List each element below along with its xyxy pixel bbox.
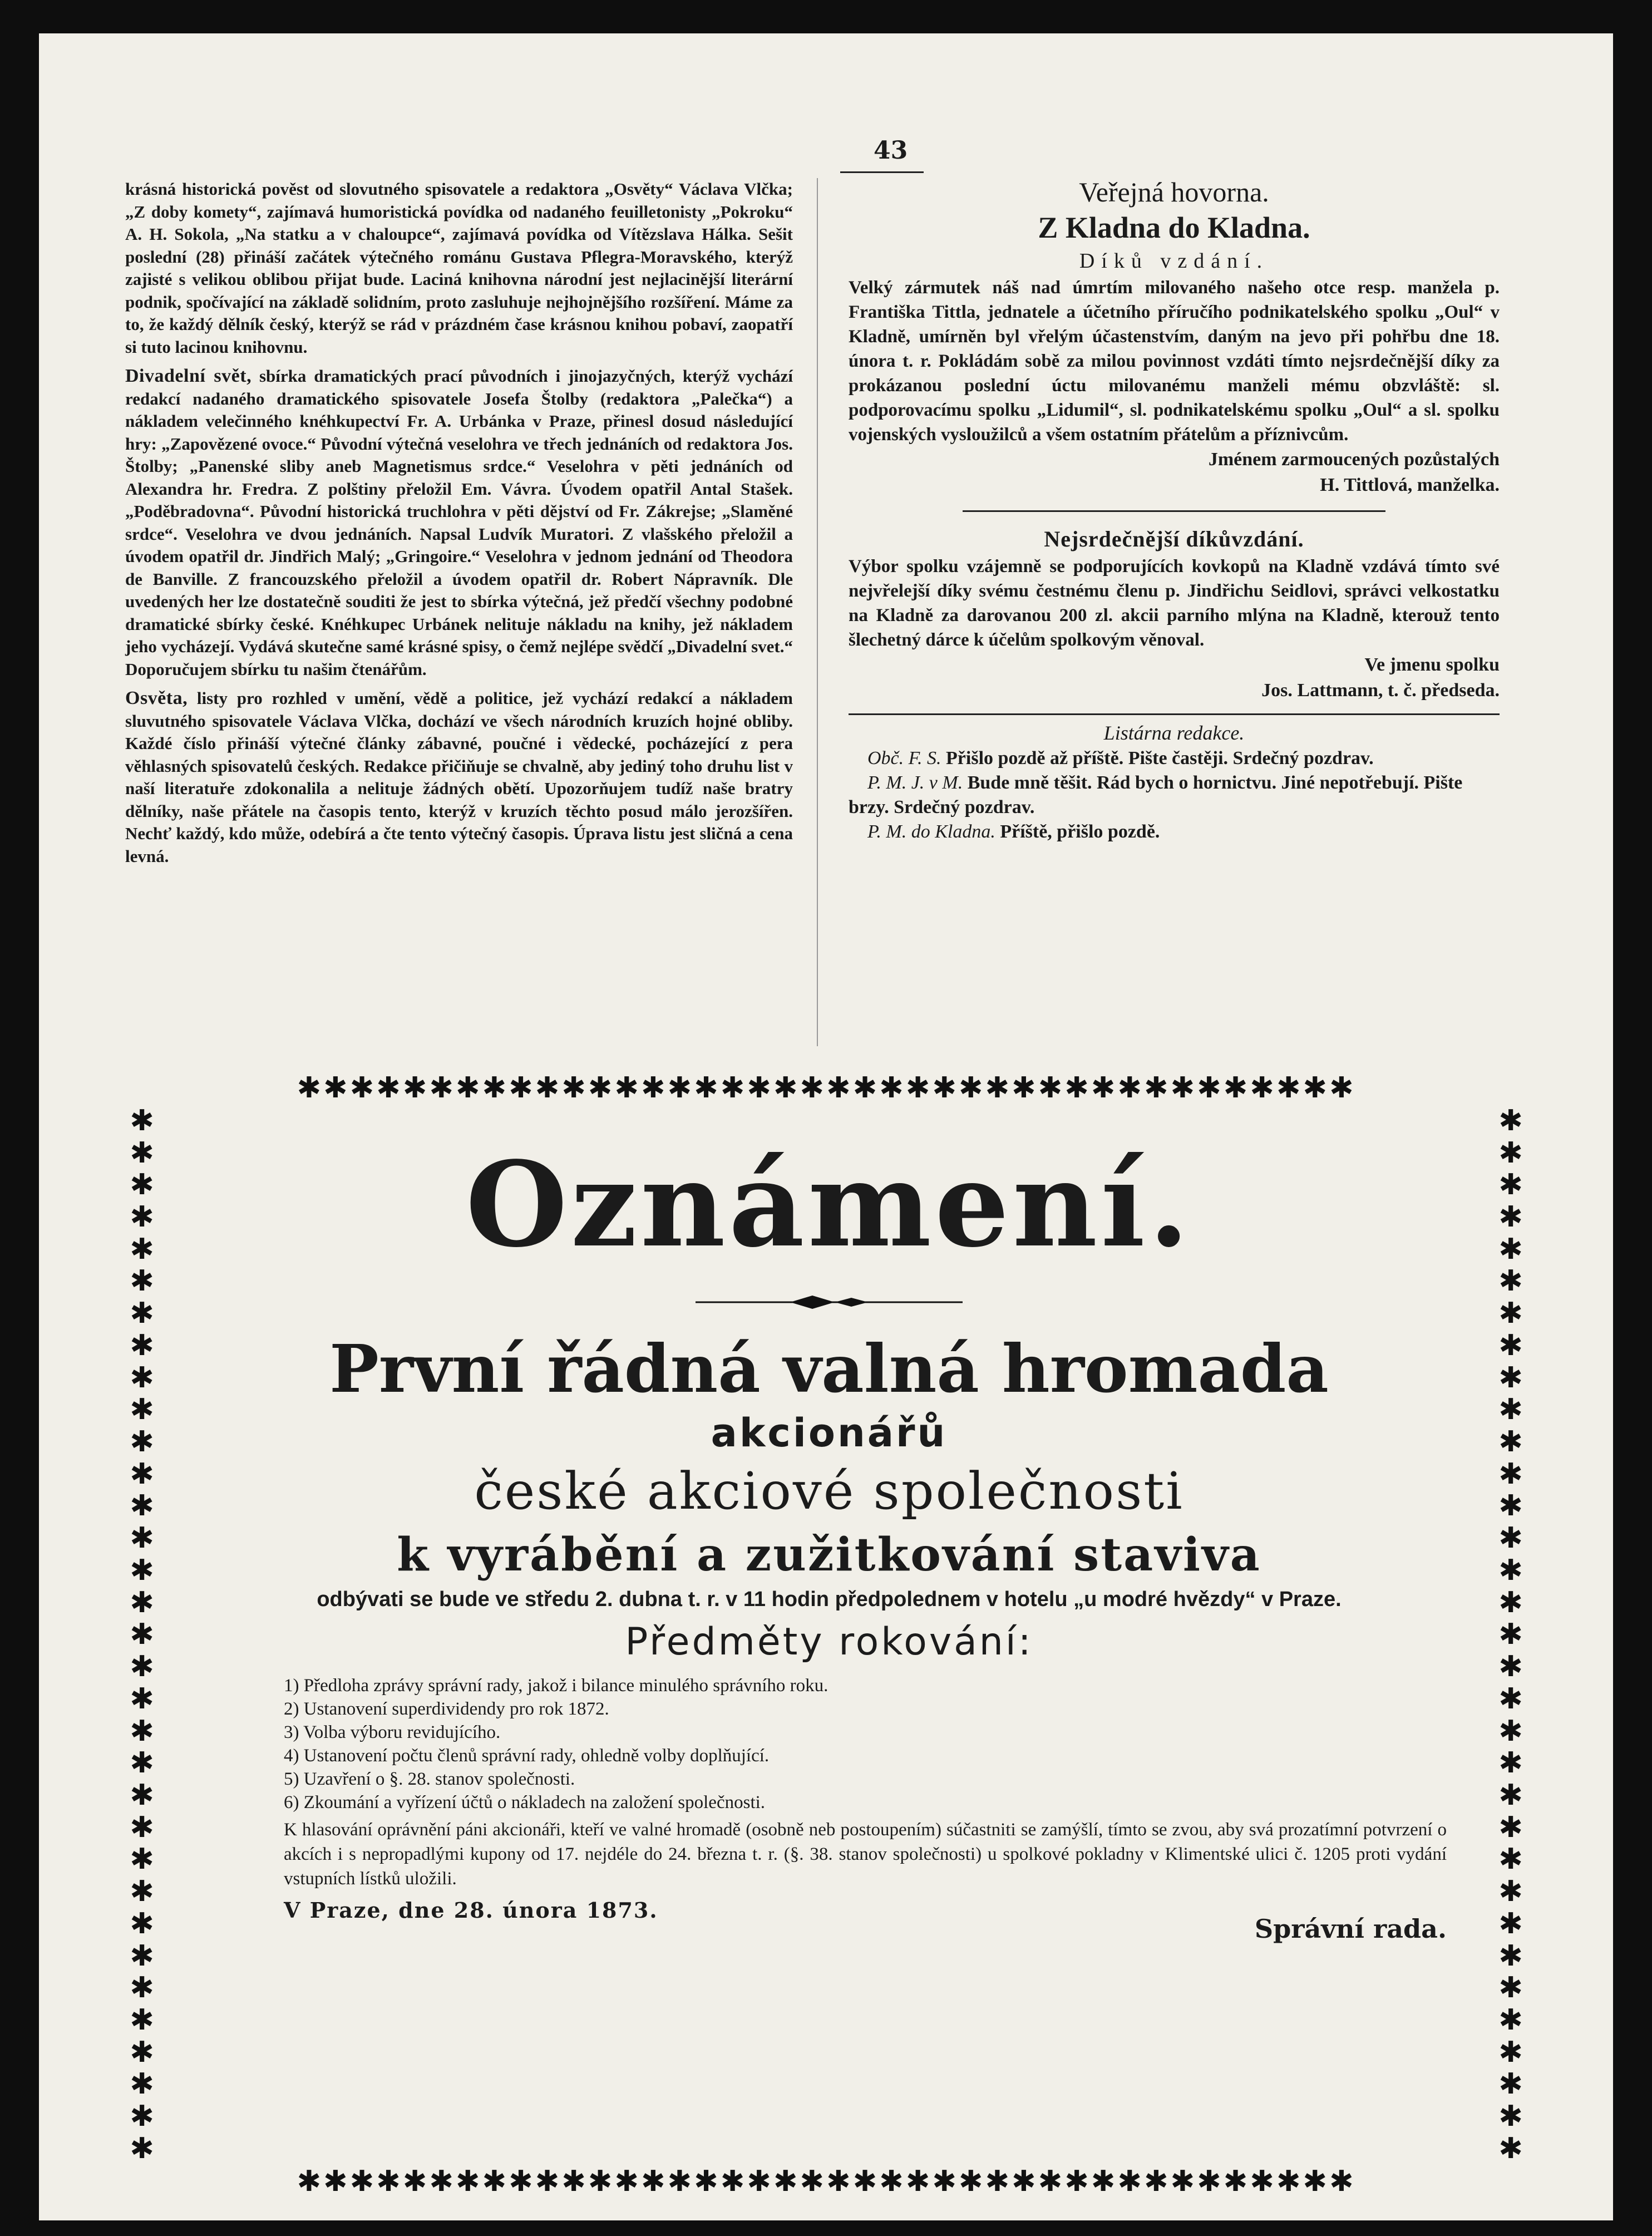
star-ornament-icon: ✱ bbox=[130, 1939, 154, 1973]
star-ornament-icon: ✱ bbox=[1498, 2003, 1523, 2037]
star-ornament-icon: ✱ bbox=[130, 1457, 154, 1491]
star-ornament-icon: ✱ bbox=[1498, 1907, 1523, 1941]
star-ornament-icon: ✱ bbox=[1197, 2165, 1224, 2198]
star-ornament-icon: ✱ bbox=[130, 1843, 154, 1877]
star-ornament-icon: ✱ bbox=[640, 1071, 668, 1105]
star-ornament-icon: ✱ bbox=[130, 1328, 154, 1362]
star-ornament-icon: ✱ bbox=[455, 2165, 482, 2198]
star-ornament-icon: ✱ bbox=[1143, 1071, 1171, 1105]
star-ornament-icon: ✱ bbox=[482, 2165, 509, 2198]
star-ornament-icon: ✱ bbox=[455, 1071, 482, 1105]
star-ornament-icon: ✱ bbox=[1012, 2165, 1038, 2198]
star-ornament-icon: ✱ bbox=[130, 1810, 154, 1844]
star-ornament-icon: ✱ bbox=[130, 2067, 154, 2101]
agenda-item: 5) Uzavření o §. 28. stanov společnosti. bbox=[284, 1769, 575, 1789]
listarna-section bbox=[849, 720, 1500, 844]
announcement-title: Oznámení. bbox=[465, 1136, 1193, 1273]
star-ornament-icon: ✱ bbox=[667, 2165, 694, 2198]
star-ornament-icon: ✱ bbox=[1498, 2035, 1523, 2069]
place-date: V Praze, dne 28. února 1873. bbox=[284, 1898, 658, 1923]
star-ornament-icon: ✱ bbox=[535, 2165, 562, 2198]
column-separator bbox=[817, 178, 818, 1046]
announcement-headline: První řádná valná hromada bbox=[329, 1330, 1329, 1407]
star-ornament-icon: ✱ bbox=[852, 2165, 880, 2198]
star-ornament-icon: ✱ bbox=[1498, 1939, 1523, 1973]
star-ornament-icon: ✱ bbox=[130, 1105, 154, 1137]
page-number: 43 bbox=[874, 136, 908, 165]
left-paragraph-3 bbox=[125, 687, 793, 868]
star-ornament-icon: ✱ bbox=[509, 2165, 535, 2198]
star-ornament-icon: ✱ bbox=[1250, 1071, 1276, 1105]
star-ornament-icon: ✱ bbox=[130, 2131, 154, 2165]
star-ornament-icon: ✱ bbox=[1498, 1971, 1523, 2005]
star-ornament-icon: ✱ bbox=[130, 1393, 154, 1427]
agenda-item: 1) Předloha zprávy správní rady, jakož i bilance minulého správního roku. bbox=[284, 1676, 829, 1696]
osveta-text: listy pro rozhled v umění, vědě a politice, jež vychází redakcí a nákladem sluvutného spisovatele Václava Vlčka, dochází ve všech národních kruzích hojné obliby. Každé číslo přináší výtečné články zábavné, poučné i vědecké, pocházející z pera věhlasných spisovatelů českých. Redakce přičiňuje se chvalně, aby jediný toho druhu list v naší literatuře zdokonalila a nelituje žádných obětí. Upozorňujem tudíž naše bratry dělníky, naše přátele na časopis tento, kterýž v kruzích těchto posud málo jerozšířen. Nechť každý, kdo může, odebírá a čte tento výtečný časopis. Úprava listu jest sličná a cena levná. bbox=[125, 688, 793, 866]
listarna-title: Listárna redakce. bbox=[1103, 722, 1245, 744]
star-ornament-icon: ✱ bbox=[349, 2165, 377, 2198]
star-border-right bbox=[1494, 1105, 1527, 2165]
star-ornament-icon: ✱ bbox=[879, 1071, 906, 1105]
ornament-divider bbox=[696, 1291, 963, 1313]
thanks-signature-1: Jménem zarmoucených pozůstalých bbox=[1208, 449, 1500, 470]
star-ornament-icon: ✱ bbox=[1498, 1361, 1523, 1395]
kladno-heading: Z Kladna do Kladna. bbox=[1038, 211, 1310, 244]
star-ornament-icon: ✱ bbox=[130, 1361, 154, 1395]
star-ornament-icon: ✱ bbox=[826, 2165, 853, 2198]
star-ornament-icon: ✱ bbox=[1498, 1200, 1523, 1234]
thanks2-signature-2: Jos. Lattmann, t. č. předseda. bbox=[1261, 680, 1500, 701]
star-ornament-icon: ✱ bbox=[130, 1778, 154, 1812]
nejsrdecnejsi-heading: Nejsrdečnější díkůvzdání. bbox=[1044, 526, 1304, 551]
verejna-hovorna-heading: Veřejná hovorna. bbox=[1079, 176, 1269, 208]
star-ornament-icon: ✱ bbox=[1498, 1489, 1523, 1523]
right-column bbox=[849, 170, 1500, 844]
star-ornament-icon: ✱ bbox=[130, 1168, 154, 1202]
star-ornament-icon: ✱ bbox=[1223, 2165, 1250, 2198]
left-paragraph-1: krásná historická pověst od slovutného spisovatele a redaktora „Osvěty“ Václava Vlčka; „Z doby komety“, zajímavá humoristická povídka od nadaného feuilletonisty „Pokroku“ A. H. Sokola, „Na statku a v chaloupce“, zajímavá povídka od Vítězslava Hálka. Sešit poslední (28) přináší začátek výtečného románu Gustava Pflegra-Moravského, kterýž zajisté s velikou oblibou přijat bude. Laciná knihovna národní jest nejlacinější literární podnik, spočívající na základě solidním, proto zasluhuje nejhojnějšího rozšíření. Máme za to, že každý dělník český, kterýž se rád v prázdném čase krásnou knihou pobaví, zaopatří si tuto lacinou knihovnu. bbox=[125, 179, 793, 357]
star-ornament-icon: ✱ bbox=[376, 1071, 403, 1105]
star-ornament-icon: ✱ bbox=[130, 1553, 154, 1587]
star-ornament-icon: ✱ bbox=[1498, 2067, 1523, 2101]
left-paragraph-2 bbox=[125, 365, 793, 681]
star-border-left bbox=[125, 1105, 159, 2165]
star-ornament-icon: ✱ bbox=[694, 1071, 721, 1105]
star-ornament-icon: ✱ bbox=[323, 1071, 350, 1105]
star-ornament-icon: ✱ bbox=[905, 2165, 933, 2198]
star-ornament-icon: ✱ bbox=[1498, 1328, 1523, 1362]
thanks-signature-2: H. Tittlová, manželka. bbox=[1320, 475, 1500, 495]
star-ornament-icon: ✱ bbox=[1038, 2165, 1065, 2198]
star-ornament-icon: ✱ bbox=[720, 1071, 747, 1105]
star-ornament-icon: ✱ bbox=[1064, 2165, 1091, 2198]
star-ornament-icon: ✱ bbox=[297, 2165, 324, 2198]
star-ornament-icon: ✱ bbox=[1117, 2165, 1144, 2198]
star-ornament-icon: ✱ bbox=[561, 1071, 588, 1105]
agenda-item: 6) Zkoumání a vyřízení účtů o nákladech na založení společnosti. bbox=[284, 1792, 766, 1813]
star-ornament-icon: ✱ bbox=[130, 1714, 154, 1748]
star-ornament-icon: ✱ bbox=[1498, 1393, 1523, 1427]
announcement bbox=[189, 1135, 1469, 1944]
star-ornament-icon: ✱ bbox=[130, 1136, 154, 1170]
star-ornament-icon: ✱ bbox=[1276, 1071, 1303, 1105]
star-ornament-icon: ✱ bbox=[1170, 2165, 1197, 2198]
board-signature: Správní rada. bbox=[1254, 1914, 1447, 1944]
star-ornament-icon: ✱ bbox=[932, 2165, 959, 2198]
star-ornament-icon: ✱ bbox=[1498, 1457, 1523, 1491]
star-ornament-icon: ✱ bbox=[667, 1071, 694, 1105]
star-ornament-icon: ✱ bbox=[535, 1071, 562, 1105]
listarna-item-name: Obč. F. S. bbox=[867, 748, 941, 769]
star-ornament-icon: ✱ bbox=[509, 1071, 535, 1105]
star-ornament-icon: ✱ bbox=[130, 2035, 154, 2069]
divadelni-svet-text: sbírka dramatických prací původních i jinojazyčných, kterýž vychází redakcí nadaného dramatického spisovatele Josefa Štolby (redaktora „Palečka“) a nákladem velečinného knéhkupectví Fr. A. Urbánka v Praze, přinesl dosud následující hry: „Zapovězené ovoce.“ Původní výtečná veselohra ve třech jednáních od redaktora Jos. Štolby; „Panenské sliby aneb Magnetismus srdce.“ Veselohra v pěti jednáních od Alexandra hr. Fredra. Z polštiny přeložil Em. Vávra. Úvodem opatřil Antal Stašek. „Poděbradovna“. Původní historická truchlohra v pěti dějství od Fr. Zákrejse; „Slaměné srdce“. Veselohra ve dvou jednáních. Napsal Ludvík Muratori. Z vlašského přeložil a úvodem opatřil dr. Jindřich Malý; „Gringoire.“ Veselohra v jednom jednání od Theodora de Banville. Z francouzského přeložil a úvodem opatřil dr. Robert Nápravník. Dle uvedených her lze dostatečně souditi že jest to sbírka výtečná, jež předčí všechny podobné dramatické sbírky české. Knéhkupec Urbánek nelituje nákladu na knihy, jež nákladem jeho vycházejí. Vydává skutečne samé krásné spisy, o čemž nejlépe svědčí „Divadelní svet.“ Doporučujem sbírku tu našim čtenářům. bbox=[125, 366, 793, 679]
star-ornament-icon: ✱ bbox=[985, 2165, 1012, 2198]
star-ornament-icon: ✱ bbox=[905, 1071, 933, 1105]
star-ornament-icon: ✱ bbox=[694, 2165, 721, 2198]
star-ornament-icon: ✱ bbox=[640, 2165, 668, 2198]
star-ornament-icon: ✱ bbox=[429, 1071, 456, 1105]
star-ornament-icon: ✱ bbox=[1303, 1071, 1329, 1105]
divadelni-svet-lead: Divadelní svět, bbox=[125, 366, 252, 386]
star-ornament-icon: ✱ bbox=[1117, 1071, 1144, 1105]
announcement-company: české akciové společnosti bbox=[474, 1461, 1184, 1521]
osveta-lead: Osvěta, bbox=[125, 688, 188, 708]
star-ornament-icon: ✱ bbox=[1498, 1521, 1523, 1555]
star-ornament-icon: ✱ bbox=[130, 1200, 154, 1234]
star-ornament-icon: ✱ bbox=[1303, 2165, 1329, 2198]
listarna-item: P. M. J. v M. Bude mně těšit. Rád bych o hornictvu. Jiné nepotřebují. Pište brzy. Srdečný pozdrav. bbox=[849, 772, 1463, 817]
star-ornament-icon: ✱ bbox=[879, 2165, 906, 2198]
star-ornament-icon: ✱ bbox=[1498, 1553, 1523, 1587]
star-ornament-icon: ✱ bbox=[800, 2165, 826, 2198]
star-ornament-icon: ✱ bbox=[1498, 1425, 1523, 1459]
star-ornament-icon: ✱ bbox=[376, 2165, 403, 2198]
star-ornament-icon: ✱ bbox=[1498, 2100, 1523, 2134]
listarna-item-name: P. M. J. v M. bbox=[867, 772, 963, 793]
star-ornament-icon: ✱ bbox=[1498, 1682, 1523, 1716]
star-ornament-icon: ✱ bbox=[130, 1907, 154, 1941]
star-ornament-icon: ✱ bbox=[614, 1071, 641, 1105]
star-ornament-icon: ✱ bbox=[1143, 2165, 1171, 2198]
star-ornament-icon: ✱ bbox=[1329, 2165, 1356, 2198]
listarna-item: P. M. do Kladna. Příště, přišlo pozdě. bbox=[867, 821, 1160, 842]
star-ornament-icon: ✱ bbox=[130, 1585, 154, 1619]
star-ornament-icon: ✱ bbox=[1329, 1071, 1356, 1105]
star-ornament-icon: ✱ bbox=[1498, 1168, 1523, 1202]
star-ornament-icon: ✱ bbox=[130, 1746, 154, 1780]
star-ornament-icon: ✱ bbox=[130, 1425, 154, 1459]
star-ornament-icon: ✱ bbox=[1498, 1136, 1523, 1170]
star-ornament-icon: ✱ bbox=[852, 1071, 880, 1105]
announcement-company-purpose: k vyrábění a zužitkování staviva bbox=[397, 1528, 1261, 1582]
star-ornament-icon: ✱ bbox=[958, 2165, 985, 2198]
star-ornament-icon: ✱ bbox=[561, 2165, 588, 2198]
star-ornament-icon: ✱ bbox=[323, 2165, 350, 2198]
agenda-title: Předměty rokování: bbox=[625, 1620, 1033, 1664]
star-border-top bbox=[125, 1071, 1527, 1105]
voting-paragraph: K hlasování oprávnění páni akcionáři, kteří ve valné hromadě (osobně neb postoupením) súčastniti se zamýšlí, tímto se zvou, aby svá prozatímní potvrzení o akcích i s nepropadlými kupony od 17. nejdéle do 24. března t. r. (§. 38. stanov společnosti) u spolkové pokladny v Klimentské ulici č. 1205 proti vydání vstupních lístků uložili. bbox=[284, 1820, 1447, 1889]
left-column bbox=[125, 178, 793, 874]
star-ornament-icon: ✱ bbox=[1223, 1071, 1250, 1105]
star-ornament-icon: ✱ bbox=[1498, 1585, 1523, 1619]
star-border-bottom bbox=[125, 2165, 1527, 2198]
star-ornament-icon: ✱ bbox=[402, 2165, 430, 2198]
star-ornament-icon: ✱ bbox=[1197, 1071, 1224, 1105]
agenda-list bbox=[284, 1674, 1469, 1814]
star-ornament-icon: ✱ bbox=[130, 1650, 154, 1684]
listarna-rule bbox=[849, 713, 1500, 715]
star-ornament-icon: ✱ bbox=[826, 1071, 853, 1105]
agenda-item: 3) Volba výboru revidujícího. bbox=[284, 1722, 501, 1742]
star-ornament-icon: ✱ bbox=[482, 1071, 509, 1105]
star-ornament-icon: ✱ bbox=[1170, 1071, 1197, 1105]
announcement-akcionaru: akcionářů bbox=[711, 1410, 948, 1456]
star-ornament-icon: ✱ bbox=[588, 1071, 615, 1105]
thanks2-text: Výbor spolku vzájemně se podporujících kovkopů na Kladně vzdává tímto své nejvřelejší díky svému čestnému členu p. Jindřichu Seidlovi, správci velkostatku na Kladně za darovanou 200 zl. akcii parního mlýna na Kladně, kterouž tento šlechetný dárce k účelům spolkovým věnoval. bbox=[849, 556, 1500, 650]
star-ornament-icon: ✱ bbox=[130, 1971, 154, 2005]
star-ornament-icon: ✱ bbox=[1498, 1650, 1523, 1684]
star-ornament-icon: ✱ bbox=[1498, 1843, 1523, 1877]
star-ornament-icon: ✱ bbox=[1038, 1071, 1065, 1105]
star-ornament-icon: ✱ bbox=[1091, 2165, 1118, 2198]
star-ornament-icon: ✱ bbox=[720, 2165, 747, 2198]
agenda-item: 2) Ustanovení superdividendy pro rok 1872. bbox=[284, 1699, 609, 1719]
star-ornament-icon: ✱ bbox=[130, 1489, 154, 1523]
star-ornament-icon: ✱ bbox=[1498, 1297, 1523, 1331]
star-ornament-icon: ✱ bbox=[349, 1071, 377, 1105]
star-ornament-icon: ✱ bbox=[1498, 1875, 1523, 1909]
section-rule bbox=[963, 510, 1385, 512]
listarna-item: Obč. F. S. Přišlo pozdě až příště. Pište častěji. Srdečný pozdrav. bbox=[867, 748, 1374, 769]
star-ornament-icon: ✱ bbox=[130, 1618, 154, 1652]
star-ornament-icon: ✱ bbox=[773, 2165, 800, 2198]
star-ornament-icon: ✱ bbox=[1064, 1071, 1091, 1105]
star-ornament-icon: ✱ bbox=[1498, 1778, 1523, 1812]
star-ornament-icon: ✱ bbox=[429, 2165, 456, 2198]
star-ornament-icon: ✱ bbox=[402, 1071, 430, 1105]
thanks-text: Velký zármutek náš nad úmrtím milovaného našeho otce resp. manžela p. Františka Tittla, jednatele a účetního příručího podnikatelského spolku „Oul“ v Kladně, umírněn byl vřelým účastenstvím, daným na jevo při pohřbu dne 18. února t. r. Pokládám sobě za milou povinnost vzdáti tímto nejsrdečnější díky za prokázanou poslední úctu milovanému manželi mému obzvláště: sl. podporovacímu spolku „Lidumil“, sl. podnikatelskému spolku „Oul“ a sl. spolku vojenských vysloužilců a všem ostatním přátelům a příznivcům. bbox=[849, 278, 1500, 445]
star-ornament-icon: ✱ bbox=[800, 1071, 826, 1105]
star-ornament-icon: ✱ bbox=[773, 1071, 800, 1105]
thanks2-signature-1: Ve jmenu spolku bbox=[1364, 654, 1500, 675]
star-ornament-icon: ✱ bbox=[614, 2165, 641, 2198]
star-ornament-icon: ✱ bbox=[1091, 1071, 1118, 1105]
star-ornament-icon: ✱ bbox=[1498, 1618, 1523, 1652]
star-ornament-icon: ✱ bbox=[1498, 1746, 1523, 1780]
star-ornament-icon: ✱ bbox=[1498, 1232, 1523, 1266]
star-ornament-icon: ✱ bbox=[747, 1071, 773, 1105]
agenda-item: 4) Ustanovení počtu členů správní rady, ohledně volby doplňující. bbox=[284, 1746, 770, 1766]
star-ornament-icon: ✱ bbox=[130, 1875, 154, 1909]
star-ornament-icon: ✱ bbox=[958, 1071, 985, 1105]
star-ornament-icon: ✱ bbox=[297, 1071, 324, 1105]
star-ornament-icon: ✱ bbox=[1498, 1264, 1523, 1298]
star-ornament-icon: ✱ bbox=[1012, 1071, 1038, 1105]
listarna-item-name: P. M. do Kladna. bbox=[867, 821, 995, 842]
star-ornament-icon: ✱ bbox=[747, 2165, 773, 2198]
star-ornament-icon: ✱ bbox=[932, 1071, 959, 1105]
star-ornament-icon: ✱ bbox=[1498, 1105, 1523, 1137]
star-ornament-icon: ✱ bbox=[130, 2003, 154, 2037]
star-ornament-icon: ✱ bbox=[1498, 2131, 1523, 2165]
star-ornament-icon: ✱ bbox=[130, 1682, 154, 1716]
star-ornament-icon: ✱ bbox=[130, 1297, 154, 1331]
diku-vzdani-heading: Díků vzdání. bbox=[1079, 249, 1269, 273]
star-ornament-icon: ✱ bbox=[588, 2165, 615, 2198]
star-ornament-icon: ✱ bbox=[1250, 2165, 1276, 2198]
star-ornament-icon: ✱ bbox=[1498, 1714, 1523, 1748]
star-ornament-icon: ✱ bbox=[130, 1264, 154, 1298]
star-ornament-icon: ✱ bbox=[985, 1071, 1012, 1105]
star-ornament-icon: ✱ bbox=[1498, 1810, 1523, 1844]
star-ornament-icon: ✱ bbox=[130, 1521, 154, 1555]
announcement-date-line: odbývati se bude ve středu 2. dubna t. r. v 11 hodin předpolednem v hotelu „u modré hvězdy“ v Praze. bbox=[317, 1588, 1342, 1611]
star-ornament-icon: ✱ bbox=[1276, 2165, 1303, 2198]
star-ornament-icon: ✱ bbox=[130, 2100, 154, 2134]
star-ornament-icon: ✱ bbox=[130, 1232, 154, 1266]
